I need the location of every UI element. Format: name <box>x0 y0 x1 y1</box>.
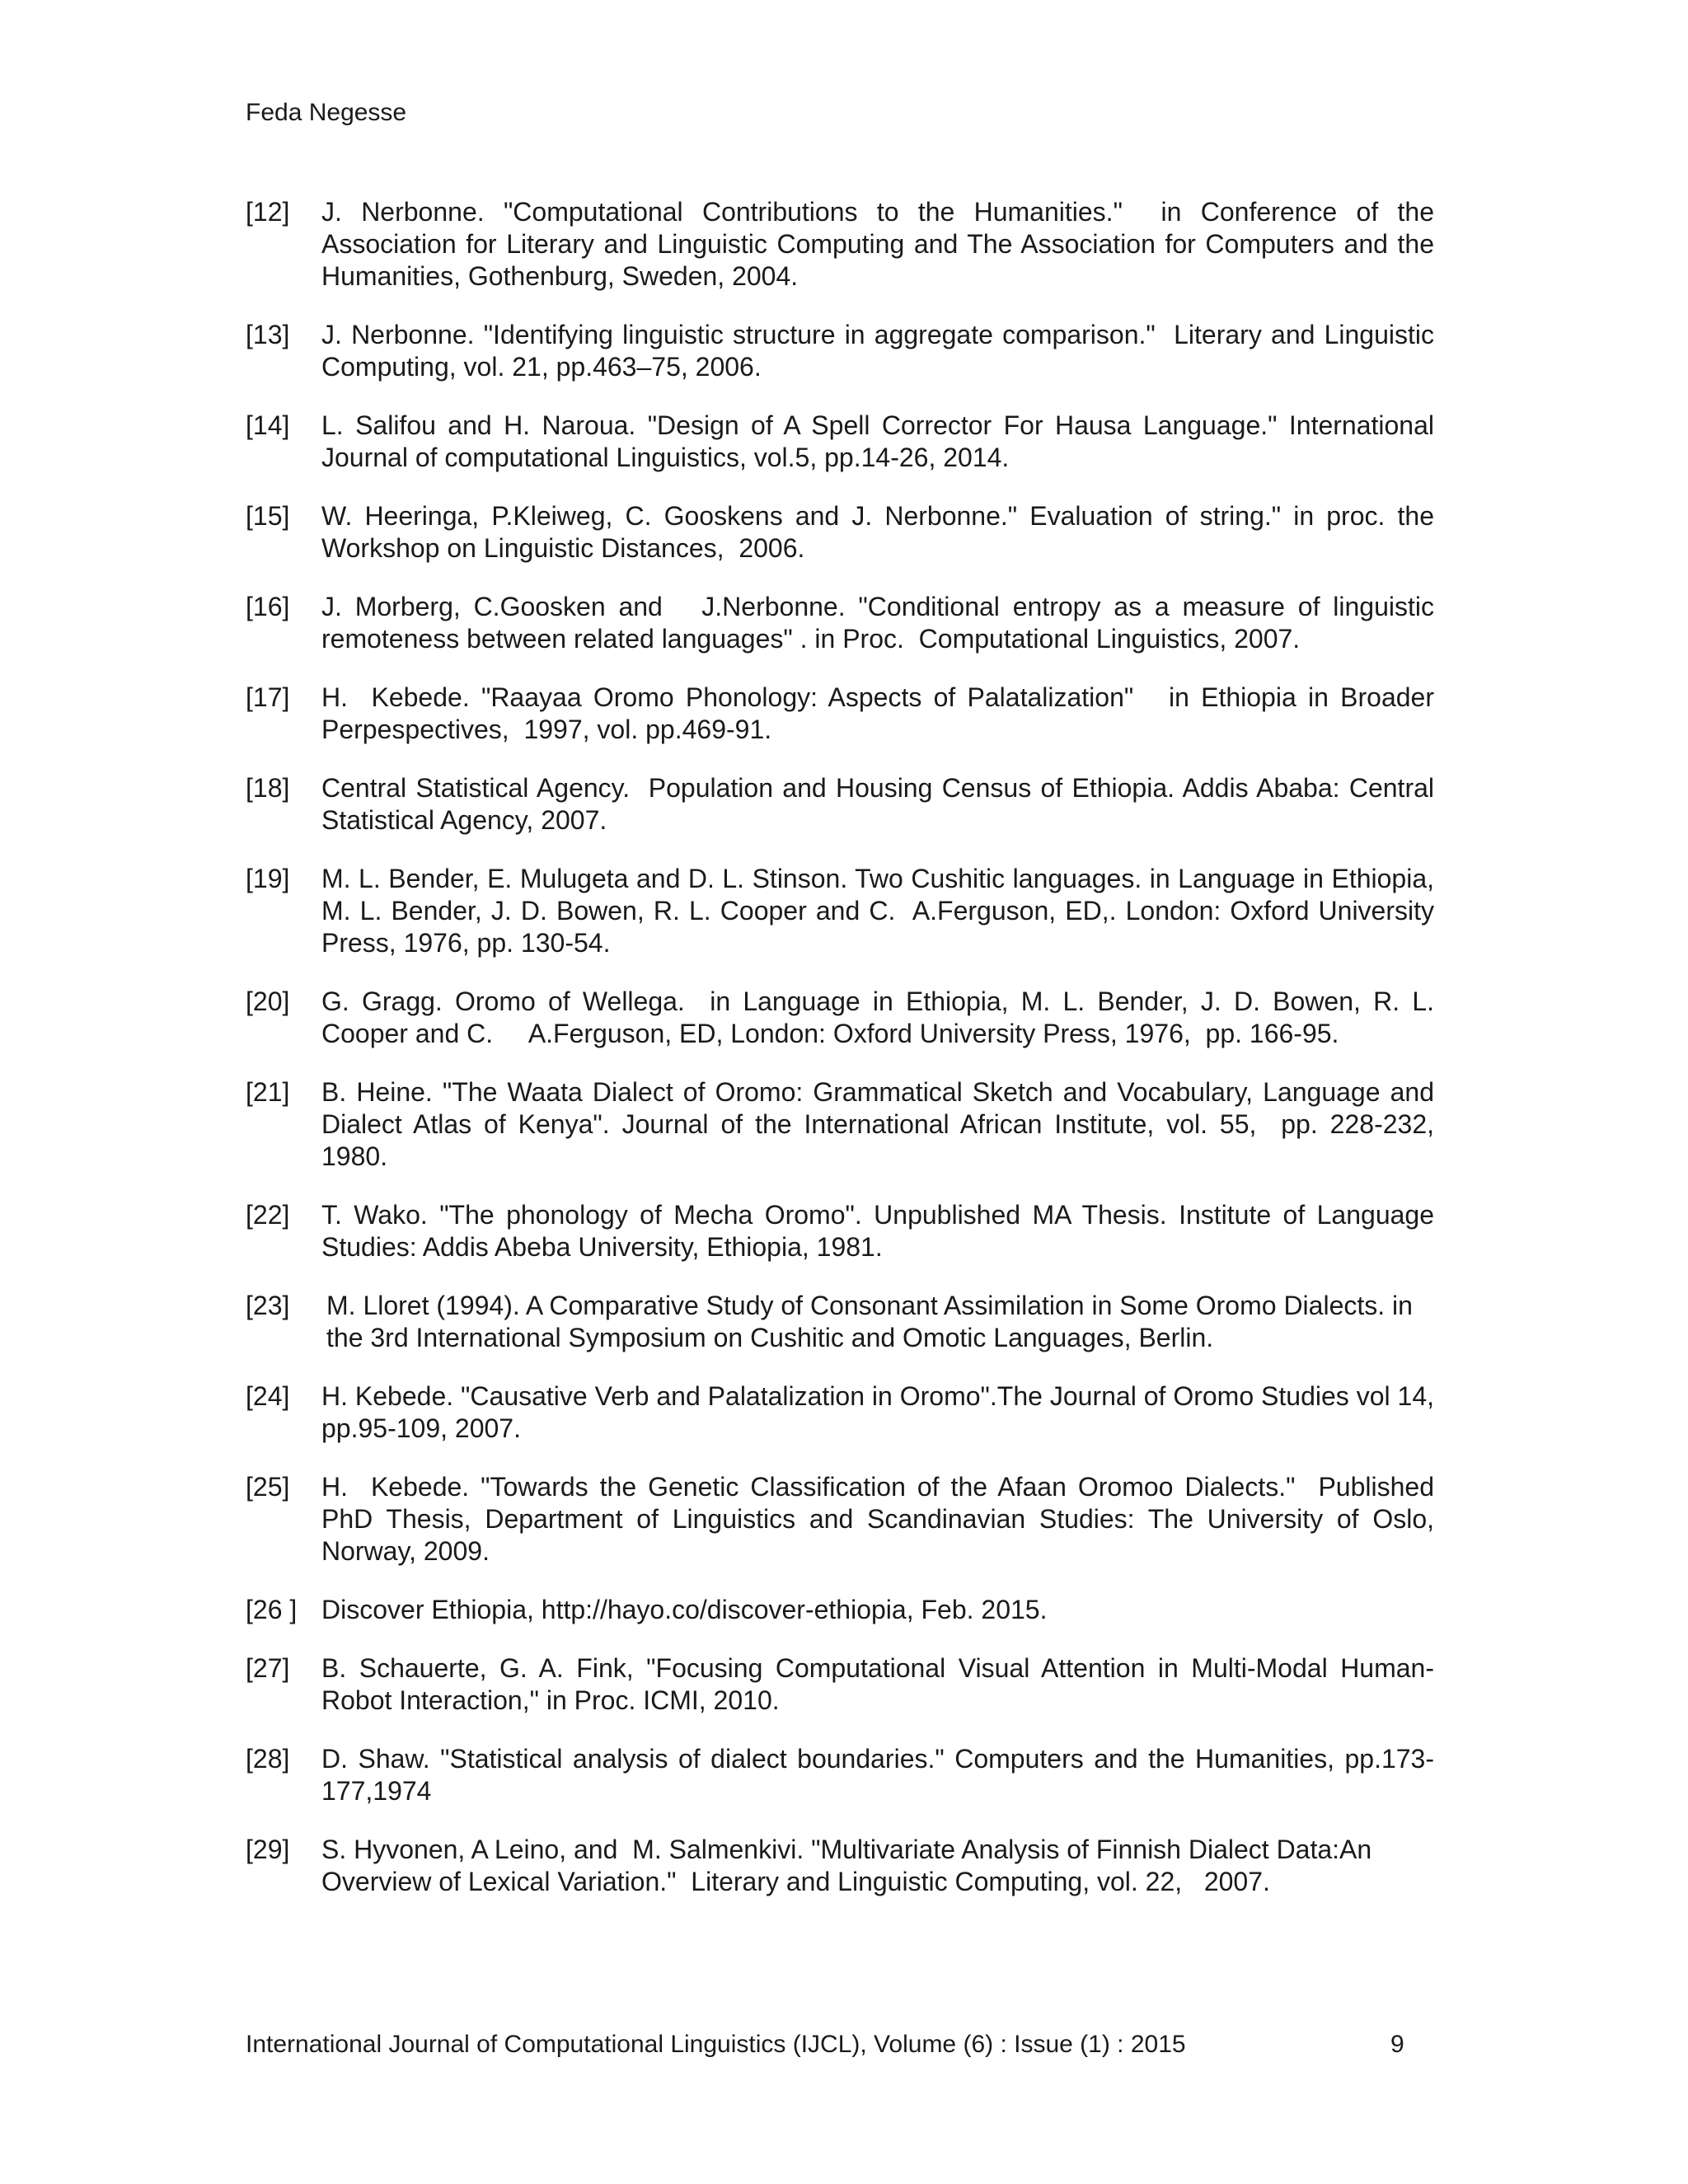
reference-number: [27] <box>246 1653 290 1683</box>
reference-item <box>246 682 1442 746</box>
reference-item <box>246 1594 1434 1626</box>
reference-number: [18] <box>246 773 290 803</box>
running-head-author: Feda Negesse <box>246 99 407 126</box>
reference-text: M. Lloret (1994). A Comparative Study of Consonant Assimilation in Some Oromo Dialects. in the 3rd International Symposium on Cushitic and Omotic Languages, Berlin. <box>326 1291 1420 1352</box>
reference-text: W. Heeringa, P.Kleiweg, C. Gooskens and J. Nerbonne." Evaluation of string." in proc. the Workshop on Linguistic Distances, 2006. <box>321 501 1442 563</box>
reference-list <box>246 196 1442 1924</box>
reference-item <box>246 863 1442 959</box>
reference-item <box>246 1076 1442 1173</box>
reference-number: [25] <box>246 1472 290 1502</box>
reference-number: [20] <box>246 987 290 1016</box>
reference-text: L. Salifou and H. Naroua. "Design of A Spell Corrector For Hausa Language." International Journal of computational Linguistics, vol.5, pp.14-26, 2014. <box>321 410 1442 472</box>
reference-number: [16] <box>246 592 290 621</box>
reference-text: T. Wako. "The phonology of Mecha Oromo". Unpublished MA Thesis. Institute of Language Studies: Addis Abeba University, Ethiopia, 1981. <box>321 1200 1442 1262</box>
reference-item <box>246 1471 1442 1568</box>
reference-number: [15] <box>246 501 290 531</box>
reference-text: B. Schauerte, G. A. Fink, "Focusing Computational Visual Attention in Multi-Modal Human-Robot Interaction," in Proc. ICMI, 2010. <box>321 1653 1434 1715</box>
reference-text: J. Morberg, C.Goosken and J.Nerbonne. "Conditional entropy as a measure of linguistic remoteness between related languages" . in Proc. Computational Linguistics, 2007. <box>321 592 1442 654</box>
reference-number: [21] <box>246 1077 290 1107</box>
page-number: 9 <box>1390 2031 1404 2058</box>
reference-item <box>246 319 1442 383</box>
reference-number: [24] <box>246 1381 290 1411</box>
reference-text: S. Hyvonen, A Leino, and M. Salmenkivi. "Multivariate Analysis of Finnish Dialect Data:An Overview of Lexical Variation." Literary and Linguistic Computing, vol. 22, 2007. <box>321 1835 1380 1896</box>
reference-number: [28] <box>246 1744 290 1774</box>
reference-item <box>246 1380 1442 1445</box>
reference-number: [23] <box>246 1291 290 1320</box>
reference-text: J. Nerbonne. "Identifying linguistic structure in aggregate comparison." Literary and Linguistic Computing, vol. 21, pp.463–75, 2006. <box>321 320 1442 382</box>
reference-item <box>246 196 1442 293</box>
reference-text: B. Heine. "The Waata Dialect of Oromo: Grammatical Sketch and Vocabulary, Language and Dialect Atlas of Kenya". Journal of the International African Institute, vol. 55, pp. 228-232, 1980. <box>321 1077 1442 1171</box>
reference-text: H. Kebede. "Raayaa Oromo Phonology: Aspects of Palatalization" in Ethiopia in Broader Perpespectives, 1997, vol. pp.469-91. <box>321 682 1442 744</box>
reference-number: [14] <box>246 410 290 440</box>
reference-number: [13] <box>246 320 290 349</box>
reference-item <box>246 772 1442 837</box>
reference-text: D. Shaw. "Statistical analysis of dialect boundaries." Computers and the Humanities, pp.173-177,1974 <box>321 1744 1434 1806</box>
reference-item <box>246 1199 1442 1263</box>
reference-number: [22] <box>246 1200 290 1230</box>
reference-number: [26 ] <box>246 1595 298 1624</box>
reference-text: J. Nerbonne. "Computational Contributions to the Humanities." in Conference of the Association for Literary and Linguistic Computing and The Association for Computers and the Humanities, Gothenburg, Sweden, 2004. <box>321 197 1442 291</box>
reference-item <box>246 986 1442 1050</box>
reference-number: [19] <box>246 864 290 893</box>
reference-number: [17] <box>246 682 290 712</box>
reference-item <box>246 591 1442 655</box>
reference-text: M. L. Bender, E. Mulugeta and D. L. Stinson. Two Cushitic languages. in Language in Ethiopia, M. L. Bender, J. D. Bowen, R. L. Cooper and C. A.Ferguson, ED,. London: Oxford University Press, 1976, pp. 130-54. <box>321 864 1442 958</box>
reference-text: H. Kebede. "Towards the Genetic Classification of the Afaan Oromoo Dialects." Published PhD Thesis, Department of Linguistics and Scandinavian Studies: The University of Oslo, Norway, 2009. <box>321 1472 1442 1566</box>
footer-journal-info: International Journal of Computational Linguistics (IJCL), Volume (6) : Issue (1) : 2015 <box>246 2031 1186 2058</box>
reference-text: G. Gragg. Oromo of Wellega. in Language in Ethiopia, M. L. Bender, J. D. Bowen, R. L. Cooper and C. A.Ferguson, ED, London: Oxford University Press, 1976, pp. 166-95. <box>321 987 1442 1048</box>
reference-item <box>246 410 1442 474</box>
reference-item <box>246 500 1442 565</box>
reference-text: H. Kebede. "Causative Verb and Palatalization in Oromo".The Journal of Oromo Studies vol 14, pp.95-109, 2007. <box>321 1381 1442 1443</box>
reference-item <box>246 1652 1434 1717</box>
reference-text: Discover Ethiopia, http://hayo.co/discover-ethiopia, Feb. 2015. <box>321 1595 1048 1624</box>
reference-number: [29] <box>246 1835 290 1864</box>
reference-item <box>246 1834 1434 1898</box>
reference-item <box>246 1290 1434 1354</box>
reference-item <box>246 1743 1434 1807</box>
reference-text: Central Statistical Agency. Population and Housing Census of Ethiopia. Addis Ababa: Central Statistical Agency, 2007. <box>321 773 1442 835</box>
reference-number: [12] <box>246 197 290 227</box>
